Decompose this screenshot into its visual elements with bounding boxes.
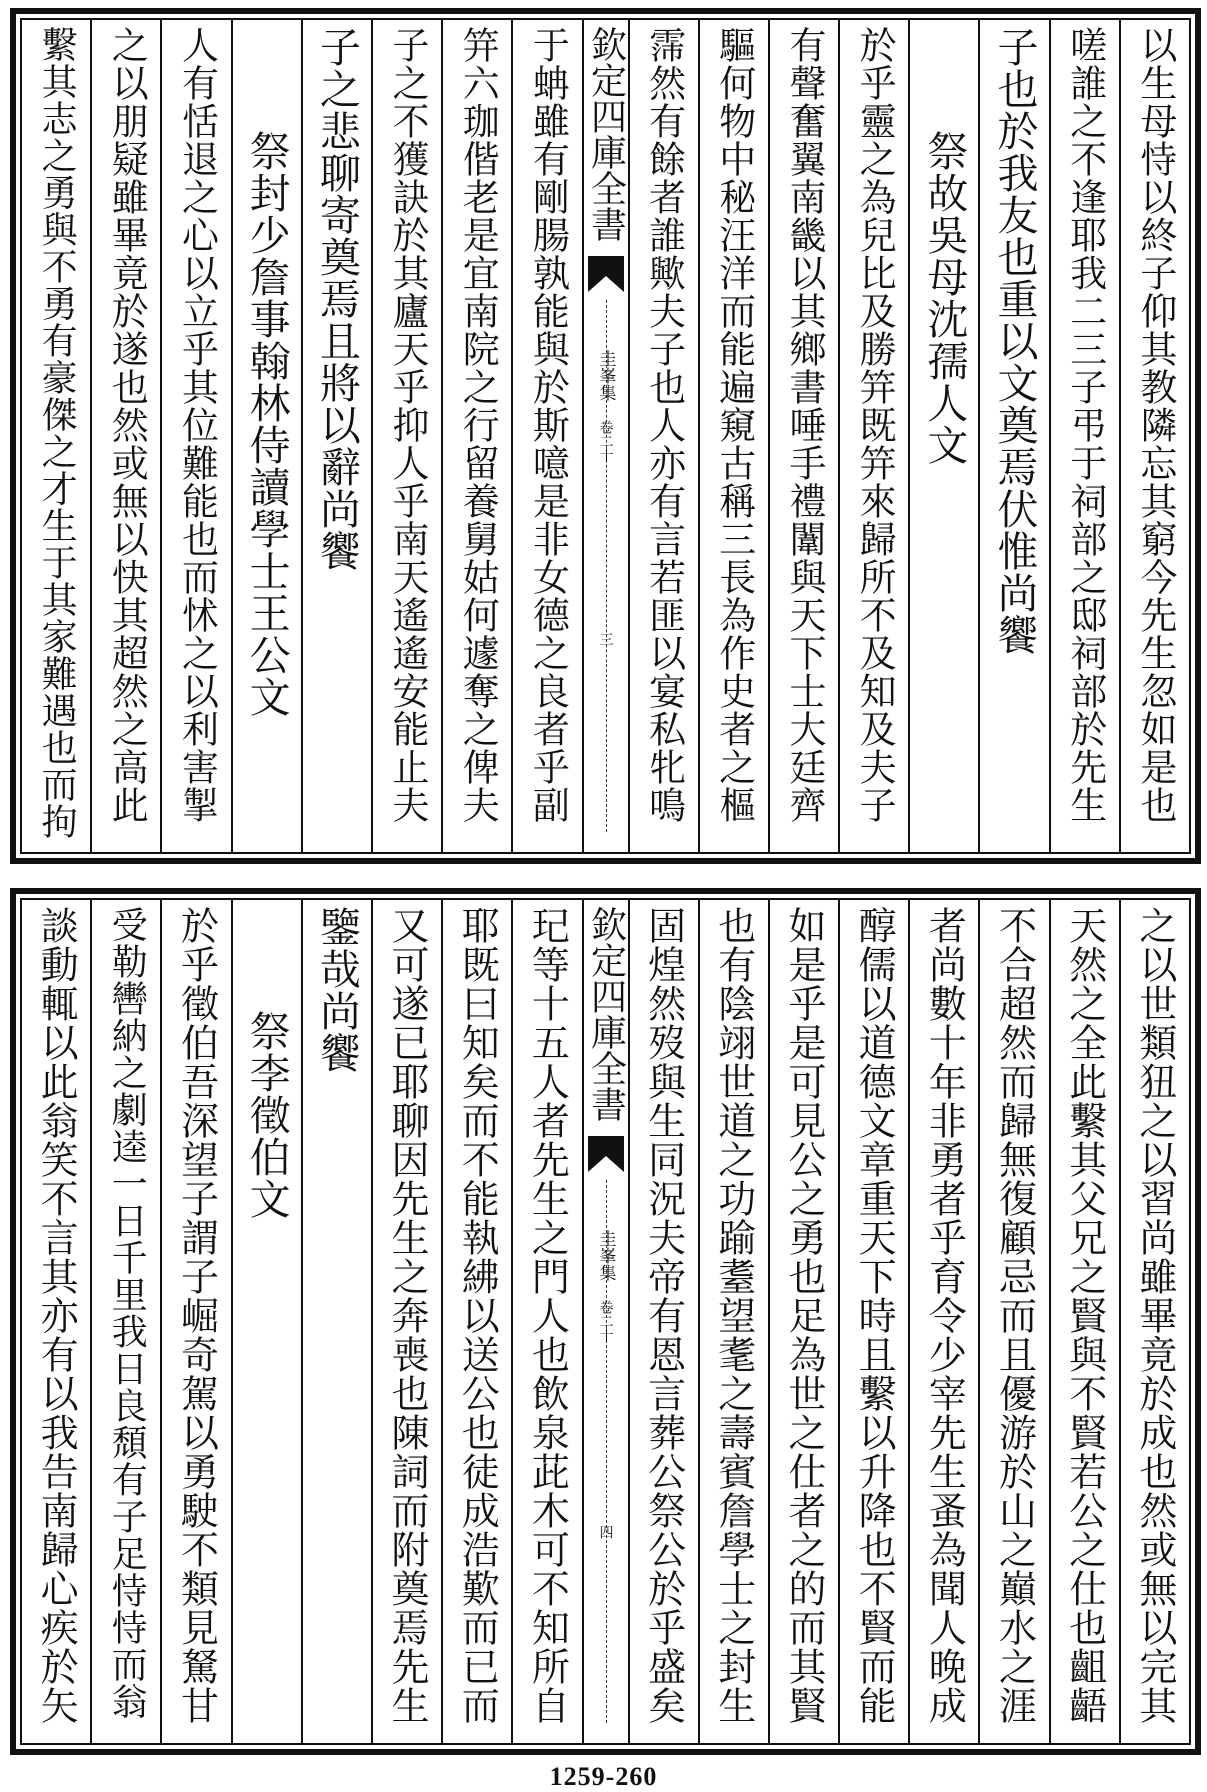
column-text: 如是乎是可見公之勇也足為世之仕者之的而其賢 [781,906,826,1725]
text-column [1119,900,1189,1743]
fold-book-title: 圭峯集 [595,350,616,401]
text-column [160,900,230,1743]
text-column [1049,900,1119,1743]
text-column [1119,20,1189,852]
column-text: 子也於我友也重以文奠焉伏惟尚饗 [990,26,1039,656]
column-text: 以生母恃以終子仰其教隣忘其窮今先生忽如是也 [1133,26,1177,824]
text-column [160,20,230,852]
lower-page-frame [20,898,1191,1745]
text-column [301,900,371,1743]
text-column [22,20,90,852]
fold-book-title: 圭峯集 [595,1230,616,1281]
column-text: 受勒轡納之劇逵一日千里我日良頹有子足恃恃而翁 [106,906,148,1720]
section-title: 祭故吳母沈孺人文 [920,130,969,466]
column-text: 者尚數十年非勇者乎育令少宰先生蚤為聞人晚成 [922,906,967,1725]
column-text: 于蚺雖有剛腸孰能與於斯噫是非女德之良者乎副 [526,26,570,824]
text-column [301,20,371,852]
text-column [838,900,908,1743]
text-column [838,20,908,852]
text-column [978,900,1048,1743]
center-fold [582,20,628,852]
column-text: 醇儒以道德文章重天下時且繫以升降也不賢而能 [852,906,897,1725]
section-title-column [231,20,301,852]
center-fold [582,900,628,1743]
fold-leaf-number: 四 [597,1525,614,1539]
text-column [511,900,581,1743]
column-text: 之以世類狃之以習尚雖畢竟於成也然或無以完其 [1132,906,1177,1725]
column-text: 笄六珈偕老是宜南院之行留養舅姑何遽奪之俾夫 [456,26,500,824]
column-text: 於乎靈之為兒比及勝笄既笄來歸所不及知及夫子 [853,26,897,824]
fold-volume: 卷二十 [597,420,614,462]
page-number: 1259-260 [549,1762,658,1791]
fold-volume: 卷二十 [597,1300,614,1342]
section-title-column [908,20,978,852]
column-text: 霈然有餘者誰歟夫子也人亦有言若匪以宴私牝鳴 [642,26,686,824]
fold-header-title: 欽定四庫全書 [585,26,627,242]
text-column [978,20,1048,852]
upper-page [10,8,1201,864]
column-text: 鑒哉尚饗 [312,906,361,1074]
upper-page-columns [22,20,1189,852]
text-column [511,20,581,852]
upper-page-frame [20,18,1191,854]
fish-tail-mark-icon [588,1136,624,1172]
section-title-column [231,900,301,1743]
column-text: 子之不獲訣於其廬天乎抑人乎南天遙遙安能止夫 [386,26,430,824]
text-column [441,900,511,1743]
text-column [698,900,768,1743]
column-text: 固煌然歿與生同況夫帝有恩言葬公祭公於乎盛矣 [641,906,686,1725]
text-column [22,900,90,1743]
section-title: 祭李徵伯文 [242,1010,291,1220]
text-column [441,20,511,852]
fish-tail-mark-icon [588,256,624,292]
column-text: 談動輒以此翁笑不言其亦有以我告南歸心疾於矢 [34,906,79,1725]
column-text: 天然之全此繫其父兄之賢與不賢若公之仕也齟齬 [1062,906,1107,1725]
fold-leaf-number: 三 [597,632,614,646]
column-text: 之以朋疑雖畢竟於遂也然或無以快其超然之高此 [105,26,149,824]
column-text: 驅何物中秘汪洋而能遍窺古稱三長為作史者之樞 [712,26,756,824]
lower-page [10,888,1201,1755]
column-text: 耶既曰知矣而不能執紼以送公也徒成浩歎而已而 [455,906,500,1725]
column-text: 又可遂已耶聊因先生之奔喪也陳詞而附奠焉先生 [385,906,430,1725]
column-text: 嗟誰之不逢耶我二三子弔于祠部之邸祠部於先生 [1063,26,1107,824]
column-text: 也有陰翊世道之功踰耋望耄之壽賓詹學士之封生 [711,906,756,1725]
column-text: 人有恬退之心以立乎其位難能也而怵之以利害掣 [175,26,219,824]
text-column [908,900,978,1743]
column-text: 有聲奮翼南畿以其鄉書唾手禮闈與天下士大廷齊 [782,26,826,824]
text-column [1049,20,1119,852]
column-text: 於乎徵伯吾深望子謂子崛奇駕以勇駛不類見駑甘 [174,906,219,1725]
lower-page-columns [22,900,1189,1743]
text-column [371,20,441,852]
column-text: 子之悲聊寄奠焉且將以辭尚饗 [312,26,361,572]
text-column [371,900,441,1743]
text-column [698,20,768,852]
text-column [90,20,160,852]
text-column [628,20,698,852]
column-text: 不合超然而歸無復顧忌而且優游於山之巔水之涯 [992,906,1037,1725]
text-column [768,20,838,852]
section-title: 祭封少詹事翰林侍讀學士王公文 [242,130,291,718]
column-text: 繫其志之勇與不勇有豪傑之才生于其家難遇也而拘 [36,26,78,840]
text-column [628,900,698,1743]
fold-header-title: 欽定四庫全書 [585,906,627,1122]
text-column [768,900,838,1743]
column-text: 玘等十五人者先生之門人也飲泉茈木可不知所自 [525,906,570,1725]
text-column [90,900,160,1743]
